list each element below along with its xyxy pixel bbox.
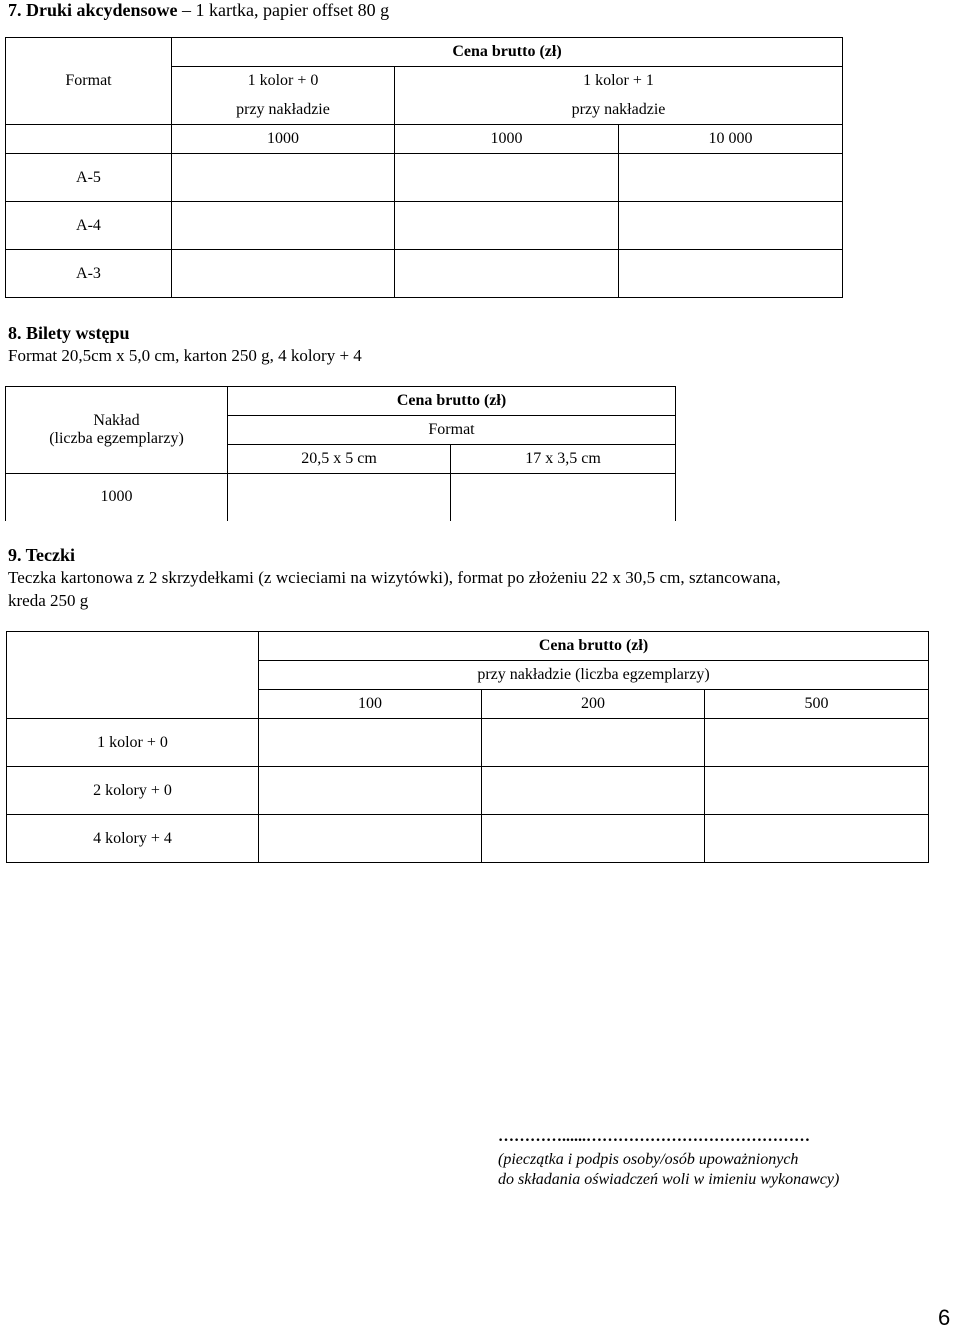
section-9-title: 9. Teczki	[8, 545, 76, 565]
section-7-title	[8, 0, 389, 21]
price-cell[interactable]	[619, 154, 843, 202]
price-cell[interactable]	[482, 719, 705, 767]
price-cell[interactable]	[395, 202, 619, 250]
price-cell[interactable]	[172, 250, 395, 298]
col-1kolor1: 1 kolor + 1	[395, 67, 843, 96]
format-header: Format	[228, 416, 676, 445]
price-cell[interactable]	[705, 719, 929, 767]
table-row	[7, 767, 929, 815]
row-label: 1 kolor + 0	[7, 719, 259, 767]
empty-header-cell	[7, 632, 259, 719]
row-label: A-3	[6, 250, 172, 298]
table-row	[7, 719, 929, 767]
section-8-title: 8. Bilety wstępu	[8, 323, 130, 343]
signature-caption-line2: do składania oświadczeń woli w imieniu wykonawcy)	[498, 1171, 840, 1188]
price-cell[interactable]	[259, 767, 482, 815]
price-cell[interactable]	[482, 815, 705, 863]
price-cell[interactable]	[619, 250, 843, 298]
table-bilety	[5, 386, 676, 521]
qty-200: 200	[482, 690, 705, 719]
format-17x3-5: 17 x 3,5 cm	[451, 445, 676, 474]
sub-header: przy nakładzie (liczba egzemplarzy)	[259, 661, 929, 690]
section-9-desc-line2: kreda 250 g	[8, 591, 89, 610]
row-label: A-5	[6, 154, 172, 202]
table-row	[6, 154, 843, 202]
table-teczki	[6, 631, 929, 863]
section-8-subtitle: Format 20,5cm x 5,0 cm, karton 250 g, 4 kolory + 4	[8, 346, 362, 365]
page-number: 6	[938, 1305, 951, 1330]
naklad-sublabel: (liczba egzemplarzy)	[49, 430, 184, 447]
qty-10000: 10 000	[619, 125, 843, 154]
row-label: 4 kolory + 4	[7, 815, 259, 863]
price-cell[interactable]	[228, 474, 451, 521]
price-cell[interactable]	[172, 202, 395, 250]
price-cell[interactable]	[482, 767, 705, 815]
section-9-desc-line1: Teczka kartonowa z 2 skrzydełkami (z wcieciami na wizytówki), format po złożeniu 22 x 30,5 cm, sztancowana,	[8, 568, 781, 587]
qty-100: 100	[259, 690, 482, 719]
empty-cell	[6, 125, 172, 154]
row-label: A-4	[6, 202, 172, 250]
price-cell[interactable]	[451, 474, 676, 521]
price-cell[interactable]	[619, 202, 843, 250]
row-label: 2 kolory + 0	[7, 767, 259, 815]
table-row	[7, 815, 929, 863]
price-cell[interactable]	[259, 815, 482, 863]
price-cell[interactable]	[259, 719, 482, 767]
sub-header-b: przy nakładzie	[395, 96, 843, 125]
section-7-title-bold: 7. Druki akcydensowe	[8, 0, 178, 20]
signature-caption-line1: (pieczątka i podpis osoby/osób upoważnionych	[498, 1151, 799, 1168]
section-7-title-rest: – 1 kartka, papier offset 80 g	[177, 0, 390, 20]
table-row	[6, 202, 843, 250]
signature-dots: …………......……………………………………	[498, 1128, 810, 1145]
sub-header-a: przy nakładzie	[172, 96, 395, 125]
price-header: Cena brutto (zł)	[259, 632, 929, 661]
format-header: Format	[6, 38, 172, 125]
qty-500: 500	[705, 690, 929, 719]
naklad-label: Nakład	[93, 412, 140, 429]
table-row	[6, 474, 676, 521]
table-row	[6, 250, 843, 298]
qty-1000-b: 1000	[395, 125, 619, 154]
price-cell[interactable]	[705, 815, 929, 863]
col-1kolor0: 1 kolor + 0	[172, 67, 395, 96]
row-label: 1000	[6, 474, 228, 521]
qty-1000-a: 1000	[172, 125, 395, 154]
table-druki	[5, 37, 843, 298]
price-cell[interactable]	[395, 154, 619, 202]
price-header: Cena brutto (zł)	[172, 38, 843, 67]
naklad-header	[6, 387, 228, 474]
price-cell[interactable]	[705, 767, 929, 815]
price-cell[interactable]	[395, 250, 619, 298]
format-20-5x5: 20,5 x 5 cm	[228, 445, 451, 474]
price-cell[interactable]	[172, 154, 395, 202]
price-header: Cena brutto (zł)	[228, 387, 676, 416]
